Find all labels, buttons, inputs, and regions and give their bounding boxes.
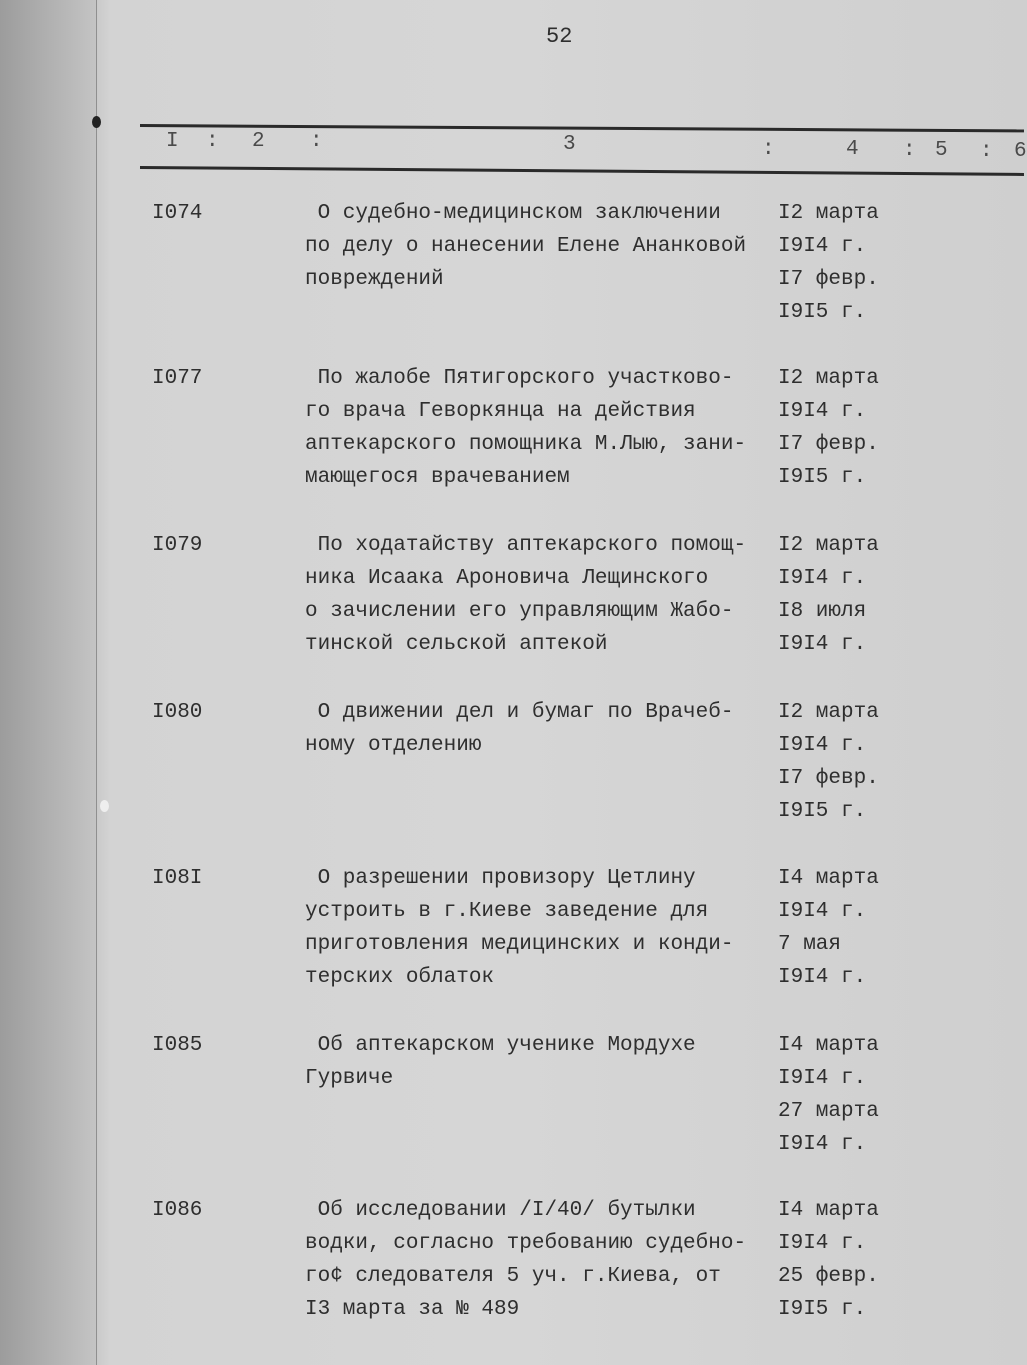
description-line: Об исследовании /I/40/ бутылки xyxy=(305,1199,696,1222)
column-header: I xyxy=(166,130,179,153)
case-dates xyxy=(778,1194,879,1326)
date-year: I9I5 г. xyxy=(778,301,867,324)
column-separator: : xyxy=(206,130,219,153)
date-day-month: I2 марта xyxy=(778,202,879,225)
date-day-month: I7 февр. xyxy=(778,767,879,790)
description-line: Гурвиче xyxy=(305,1067,394,1090)
description-line: устроить в г.Киеве заведение для xyxy=(305,900,709,923)
case-description xyxy=(305,529,746,661)
date-day-month: I4 марта xyxy=(778,1034,879,1057)
description-line xyxy=(305,1128,696,1161)
case-dates xyxy=(778,1029,879,1161)
binding-hole xyxy=(92,116,101,128)
date-year: I9I5 г. xyxy=(778,466,867,489)
case-description xyxy=(305,197,746,329)
description-line: тинской сельской аптекой xyxy=(305,633,608,656)
table-header-bottom-rule xyxy=(140,166,1024,176)
date-year: I9I5 г. xyxy=(778,1298,867,1321)
date-day-month: I7 февр. xyxy=(778,268,879,291)
date-year: I9I4 г. xyxy=(778,633,867,656)
date-year: I9I4 г. xyxy=(778,1133,867,1156)
description-line: ному отделению xyxy=(305,734,482,757)
column-header: 4 xyxy=(846,138,859,161)
column-separator: : xyxy=(762,138,775,161)
date-year: I9I4 г. xyxy=(778,567,867,590)
case-dates xyxy=(778,529,879,661)
case-number: I08I xyxy=(152,867,203,890)
description-line: приготовления медицинских и конди- xyxy=(305,933,734,956)
column-header: 3 xyxy=(563,133,576,156)
description-line: го¢ следователя 5 уч. г.Киева, от xyxy=(305,1265,721,1288)
column-header: 6 xyxy=(1014,140,1027,163)
case-dates xyxy=(778,696,879,828)
case-dates xyxy=(778,862,879,994)
date-year: I9I4 г. xyxy=(778,900,867,923)
case-number: I080 xyxy=(152,701,203,724)
date-day-month: 7 мая xyxy=(778,933,842,956)
date-day-month: I2 марта xyxy=(778,367,879,390)
case-description xyxy=(305,696,733,828)
description-line: I3 марта за № 489 xyxy=(305,1298,520,1321)
description-line: По жалобе Пятигорского участково- xyxy=(305,367,734,390)
case-description xyxy=(305,862,733,994)
description-line: водки, согласно требованию судебно- xyxy=(305,1232,747,1255)
description-line xyxy=(305,795,733,828)
description-line: По ходатайству аптекарского помощ- xyxy=(305,534,747,557)
table-header-top-rule xyxy=(140,124,1024,132)
description-line: мающегося врачеванием xyxy=(305,466,570,489)
date-day-month: I7 февр. xyxy=(778,433,879,456)
date-day-month: I8 июля xyxy=(778,600,867,623)
date-day-month: I4 марта xyxy=(778,1199,879,1222)
date-day-month: I2 марта xyxy=(778,701,879,724)
description-line: ника Исаака Ароновича Лещинского xyxy=(305,567,709,590)
description-line: О движении дел и бумаг по Врачеб- xyxy=(305,701,734,724)
description-line: Об аптекарском ученике Мордухе xyxy=(305,1034,696,1057)
case-number: I074 xyxy=(152,202,203,225)
description-line xyxy=(305,1095,696,1128)
previous-page-edge xyxy=(0,0,97,1365)
description-line: по делу о нанесении Елене Ананковой xyxy=(305,235,747,258)
case-number: I086 xyxy=(152,1199,203,1222)
date-day-month: 25 февр. xyxy=(778,1265,879,1288)
column-header: 2 xyxy=(252,130,265,153)
date-day-month: I4 марта xyxy=(778,867,879,890)
date-year: I9I4 г. xyxy=(778,1232,867,1255)
case-description xyxy=(305,1029,696,1161)
description-line: терских облаток xyxy=(305,966,495,989)
date-year: I9I4 г. xyxy=(778,235,867,258)
case-number: I077 xyxy=(152,367,203,390)
description-line: го врача Геворкянца на действия xyxy=(305,400,696,423)
case-number: I079 xyxy=(152,534,203,557)
description-line: повреждений xyxy=(305,268,444,291)
binding-hole xyxy=(100,800,109,812)
date-day-month: 27 марта xyxy=(778,1100,879,1123)
description-line: аптекарского помощника М.Лыю, зани- xyxy=(305,433,747,456)
case-description xyxy=(305,362,746,494)
description-line: о зачислении его управляющим Жабо- xyxy=(305,600,734,623)
description-line: О судебно-медицинском заключении xyxy=(305,202,721,225)
case-dates xyxy=(778,197,879,329)
description-line xyxy=(305,296,746,329)
case-dates xyxy=(778,362,879,494)
case-number: I085 xyxy=(152,1034,203,1057)
date-year: I9I4 г. xyxy=(778,734,867,757)
description-line: О разрешении провизору Цетлину xyxy=(305,867,696,890)
column-separator: : xyxy=(310,130,323,153)
date-year: I9I5 г. xyxy=(778,800,867,823)
date-year: I9I4 г. xyxy=(778,1067,867,1090)
case-description xyxy=(305,1194,746,1326)
column-header: 5 xyxy=(935,139,948,162)
page-number: 52 xyxy=(546,24,573,49)
column-separator: : xyxy=(980,140,993,163)
date-year: I9I4 г. xyxy=(778,400,867,423)
column-separator: : xyxy=(903,139,916,162)
description-line xyxy=(305,762,733,795)
date-year: I9I4 г. xyxy=(778,966,867,989)
date-day-month: I2 марта xyxy=(778,534,879,557)
